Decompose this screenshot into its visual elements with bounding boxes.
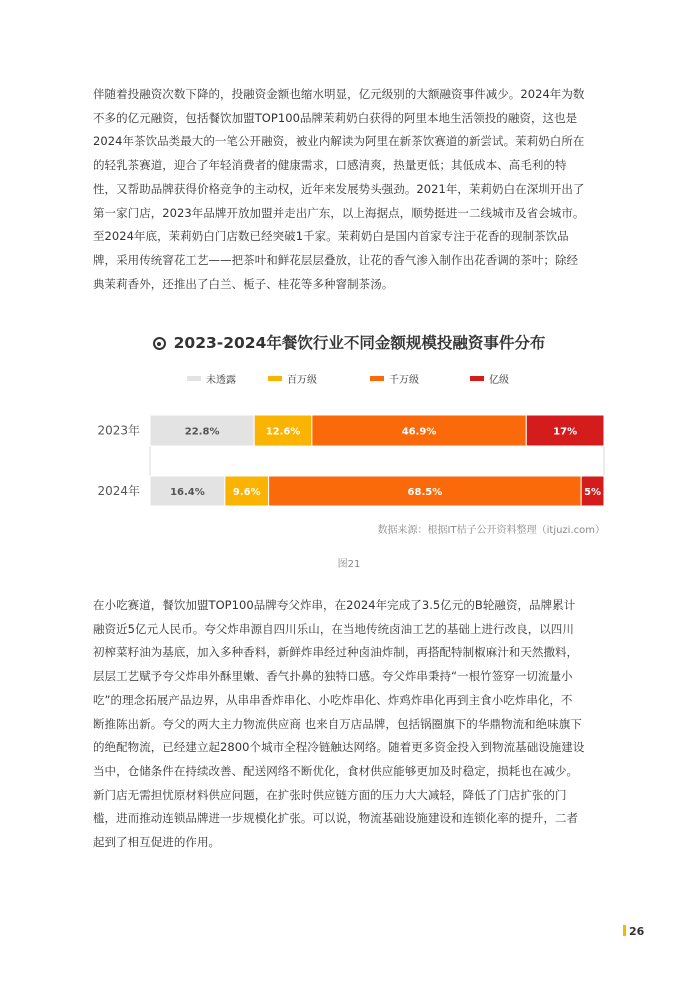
text-line: 槛，进而推动连锁品牌进一步规模化扩张。可以说，物流基础设施建设和连锁化率的提升，二者 <box>93 811 579 826</box>
paragraph-1 <box>93 83 605 296</box>
page-number-text: 26 <box>629 925 645 938</box>
text-line: 2024年茶饮品类最大的一笔公开融资，被业内解读为阿里在新茶饮赛道的新尝试。茉莉奶白所在 <box>93 134 585 149</box>
text-line: 牌，采用传统窨花工艺——把茶叶和鲜花层层叠放，让花的香气渗入制作出花香调的茶叶；除经 <box>93 252 579 267</box>
data-source: 数据来源：根据IT桔子公开资料整理（itjuzi.com） <box>377 525 605 536</box>
text-line: 初榨菜籽油为基底，加入多种香料，新鲜炸串经过种卤油炸制，再搭配特制椒麻汁和天然撒料， <box>93 645 579 660</box>
legend-item <box>370 374 419 388</box>
text-line: 新门店无需担忧原材料供应问题，在扩张时供应链方面的压力大大减轻，降低了门店扩张的门 <box>93 787 567 802</box>
legend-label: 千万级 <box>389 375 419 386</box>
text-line: 至2024年底，茉莉奶白门店数已经突破1千家。茉莉奶白是国内首家专注于花香的现制茶饮品 <box>93 229 569 244</box>
legend-label: 亿级 <box>489 375 509 386</box>
data-label: 16.4% <box>170 487 205 498</box>
data-label: 12.6% <box>265 426 301 438</box>
legend-item <box>470 374 509 388</box>
bar-connector <box>150 446 604 476</box>
text-line: 第一家门店，2023年品牌开放加盟并走出广东，以上海据点，顺势挺进一二线城市及省会城市。 <box>93 205 585 220</box>
chart-legend <box>0 374 698 390</box>
text-line: 吃”的理念拓展产品边界，从串串香炸串化、小吃炸串化、炸鸡炸串化再到主食小吃炸串化，不 <box>93 692 573 707</box>
text-line: 融资近5亿元人民币。夸父炸串源自四川乐山，在当地传统卤油工艺的基础上进行改良，以四川 <box>93 621 574 636</box>
text-line: 当中，仓储条件在持续改善、配送网络不断优化，食材供应能够更加及时稳定，损耗也在减少。 <box>93 763 579 778</box>
text-line: 起到了相互促进的作用。 <box>93 835 221 850</box>
page-marker-icon <box>623 925 626 936</box>
legend-swatch <box>187 376 201 381</box>
stacked-bar-chart <box>0 400 698 515</box>
legend-item <box>187 374 236 388</box>
page-number <box>623 925 644 938</box>
legend-swatch <box>470 376 484 381</box>
text-line: 性，又帮助品牌获得价格竞争的主动权，近年来发展势头强劲。2021年，茉莉奶白在深圳开出了 <box>93 181 585 196</box>
chart-title <box>0 330 698 356</box>
target-icon <box>153 337 166 350</box>
text-line: 层层工艺赋予夸父炸串外酥里嫩、香气扑鼻的独特口感。夸父炸串秉持“一根竹签穿一切流量小 <box>93 669 573 684</box>
legend-label: 百万级 <box>287 375 317 386</box>
paragraph-2 <box>93 594 605 855</box>
text-line: 的绝配物流，已经建立起2800个城市全程冷链触达网络。随着更多资金投入到物流基础设施建设 <box>93 740 585 755</box>
legend-label: 未透露 <box>206 375 236 386</box>
figure-label: 图21 <box>337 559 361 570</box>
legend-swatch <box>268 376 282 381</box>
data-label: 9.6% <box>232 487 261 498</box>
data-label: 22.8% <box>184 426 220 438</box>
text-line: 的轻乳茶赛道，迎合了年轻消费者的健康需求，口感清爽，热量更低；其低成本、高毛利的特 <box>93 158 567 173</box>
text-line: 断推陈出新。夸父的两大主力物流供应商 也来自万店品牌，包括锅圈旗下的华鼎物流和绝味旗下 <box>93 716 582 731</box>
text-line: 在小吃赛道，餐饮加盟TOP100品牌夸父炸串，在2024年完成了3.5亿元的B轮融资，品牌累计 <box>93 598 576 612</box>
data-label: 68.5% <box>407 487 443 498</box>
chart-title-text: 2023-2024年餐饮行业不同金额规模投融资事件分布 <box>173 334 546 352</box>
legend-swatch <box>370 376 384 381</box>
legend-item <box>268 374 317 388</box>
data-label: 5% <box>584 487 602 498</box>
category-label: 2024年 <box>97 484 140 498</box>
data-label: 17% <box>553 426 578 438</box>
text-line: 不多的亿元融资，包括餐饮加盟TOP100品牌茉莉奶白获得的阿里本地生活领投的融资，这也是 <box>93 110 578 125</box>
text-line: 典茉莉香外，还推出了白兰、栀子、桂花等多种窨制茶汤。 <box>93 276 394 291</box>
category-label: 2023年 <box>97 423 140 438</box>
text-line: 伴随着投融资次数下降的，投融资金额也缩水明显，亿元级别的大额融资事件减少。2024年为数 <box>93 87 585 101</box>
data-label: 46.9% <box>401 426 437 438</box>
